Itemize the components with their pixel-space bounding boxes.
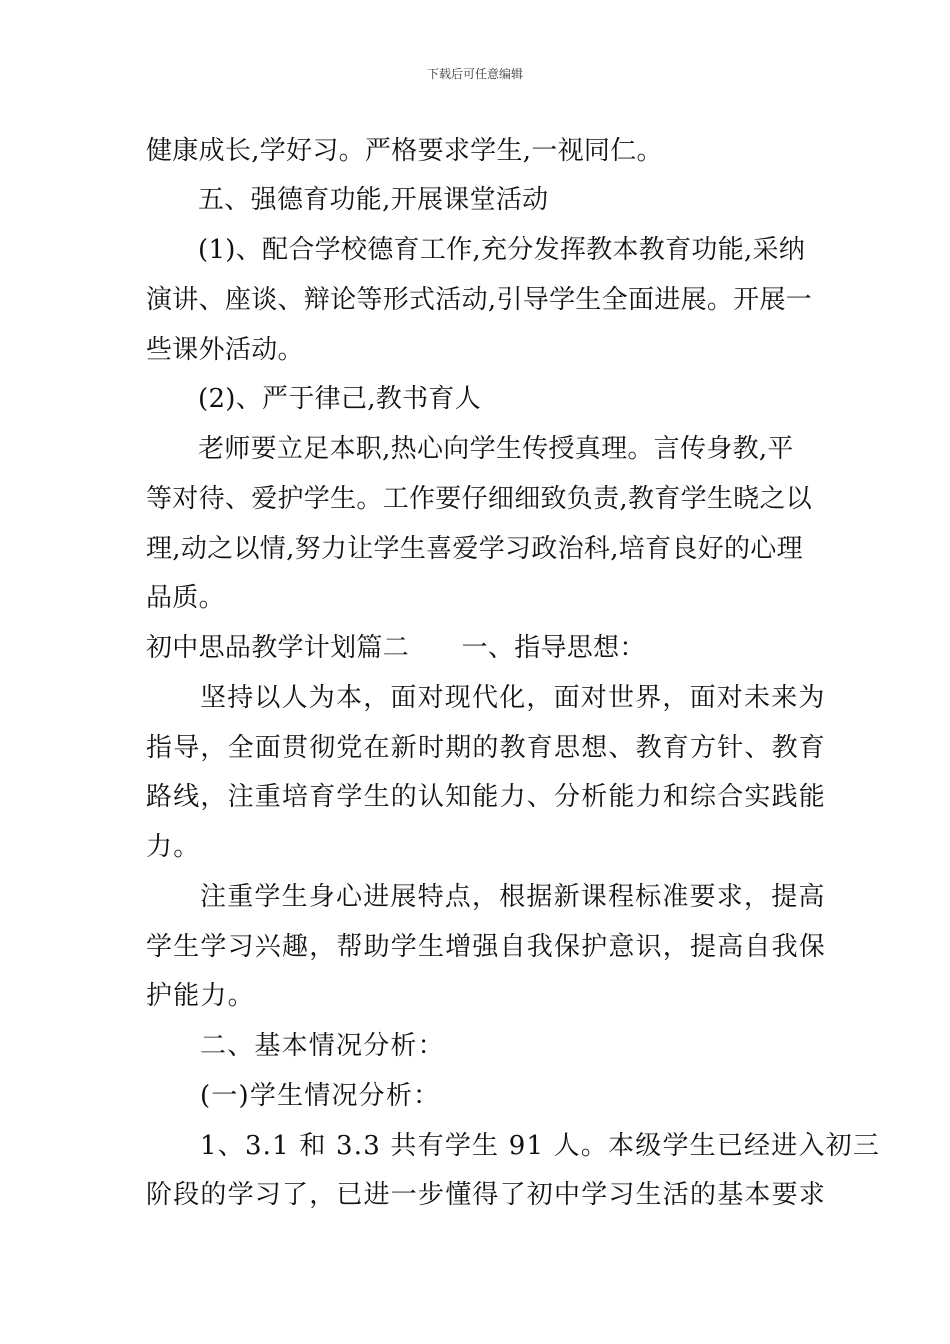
page-header: 下载后可任意编辑 — [426, 67, 523, 81]
body-line-3: (1)、配合学校德育工作,充分发挥教本教育功能,采纳 — [198, 235, 806, 265]
subsection-heading-students: (一)学生情况分析： — [200, 1081, 441, 1111]
body-line-15: 力。 — [146, 832, 201, 862]
body-line-18: 护能力。 — [146, 981, 255, 1011]
body-line-9: 理,动之以情,努力让学生喜爱学习政治科,培育良好的心理 — [146, 534, 803, 564]
section-title-plan-2: 初中思品教学计划篇二 一、指导思想： — [146, 633, 646, 663]
body-line-8: 等对待、爱护学生。工作要仔细细致负责,教育学生晓之以 — [146, 484, 813, 514]
body-line-12: 坚持以人为本，面对现代化，面对世界，面对未来为 — [200, 683, 826, 713]
section-heading-5: 五、强德育功能,开展课堂活动 — [198, 185, 549, 215]
body-line-7: 老师要立足本职,热心向学生传授真理。言传身教,平 — [198, 434, 794, 464]
body-line-5: 些课外活动。 — [146, 335, 304, 365]
body-line-14: 路线，注重培育学生的认知能力、分析能力和综合实践能 — [146, 782, 827, 812]
section-heading-basic-analysis: 二、基本情况分析： — [200, 1031, 445, 1061]
body-line-1: 健康成长,学好习。严格要求学生,一视同仁。 — [146, 136, 663, 166]
body-line-16: 注重学生身心进展特点，根据新课程标准要求，提高 — [200, 882, 826, 912]
body-line-13: 指导，全面贯彻党在新时期的教育思想、教育方针、教育 — [146, 733, 827, 763]
body-line-22: 阶段的学习了，已进一步懂得了初中学习生活的基本要求 — [146, 1180, 827, 1210]
body-line-6: (2)、严于律己,教书育人 — [198, 384, 481, 414]
body-line-4: 演讲、座谈、辩论等形式活动,引导学生全面进展。开展一 — [146, 285, 813, 315]
body-line-17: 学生学习兴趣，帮助学生增强自我保护意识，提高自我保 — [146, 932, 827, 962]
body-line-21: 1、3.1 和 3.3 共有学生 91 人。本级学生已经进入初三 — [200, 1131, 881, 1161]
body-line-10: 品质。 — [146, 583, 225, 613]
